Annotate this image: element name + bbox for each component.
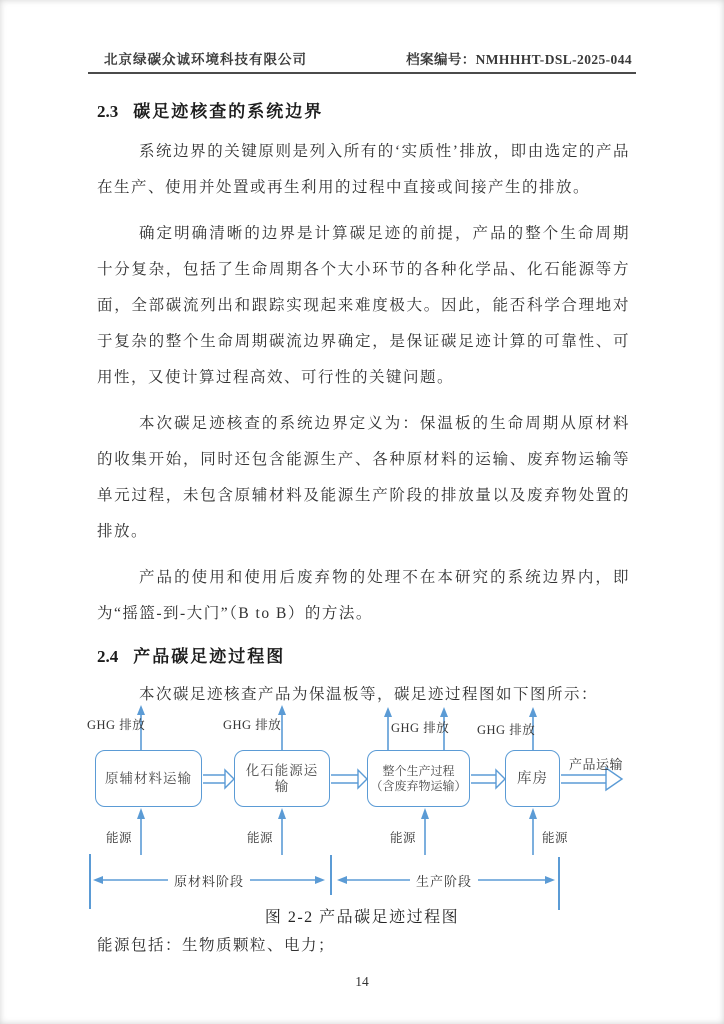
energy-label-3: 能源 [390,831,417,845]
paragraph-boundary-complexity: 确定明确清晰的边界是计算碳足迹的前提，产品的整个生命周期十分复杂，包括了生命周期各个大小环节的各种化学品、化石能源等方面，全部碳流列出和跟踪实现起来难度极大。因此，能否科学合理地对于复杂的整个生命周期碳流边界确定，是保证碳足迹计算的可靠性、可用性，又使计算过程高效、可行性的关键问题。 [97,225,630,386]
energy-note: 能源包括：生物质颗粒、电力； [97,937,336,954]
ghg-emission-label-3: GHG 排放 [391,721,450,735]
carbon-footprint-process-diagram [0,702,724,932]
document-body [97,100,630,710]
diagram-arrows-graphic [0,702,724,932]
ghg-emission-label-4: GHG 排放 [477,723,536,737]
process-box-warehouse: 库房 [505,750,560,807]
ghg-emission-label-1: GHG 排放 [87,718,146,732]
figure-caption: 图 2-2 产品碳足迹过程图 [264,909,460,926]
paragraph-boundary-definition: 本次碳足迹核查的系统边界定义为：保温板的生命周期从原材料的收集开始，同时还包含能源生产、各种原材料的运输、废弃物运输等单元过程，未包含原辅材料及能源生产阶段的排放量以及废弃物处置的排放。 [97,415,630,540]
energy-label-4: 能源 [542,831,569,845]
header-company-name: 北京绿碳众诚环境科技有限公司 [104,52,307,67]
product-transport-label: 产品运输 [569,757,624,772]
process-box-fossil-energy-transport: 化石能源运 输 [234,750,330,807]
energy-label-2: 能源 [247,831,274,845]
header-archive-number: 档案编号：NMHHHT-DSL-2025-044 [406,52,632,67]
stage-label-production: 生产阶段 [410,871,478,890]
page-header [88,0,636,74]
section-heading-2-3: 2.3 碳足迹核查的系统边界 [97,102,324,121]
section-heading-2-4: 2.4 产品碳足迹过程图 [97,647,286,666]
energy-label-1: 能源 [106,831,133,845]
process-box-production-process: 整个生产过程 （含废弃物运输） [367,750,470,807]
paragraph-system-boundary-principle: 系统边界的关键原则是列入所有的‘实质性’排放，即由选定的产品在生产、使用并处置或再生利用的过程中直接或间接产生的排放。 [97,143,630,196]
paragraph-diagram-intro: 本次碳足迹核查产品为保温板等，碳足迹过程图如下图所示： [139,686,599,703]
stage-label-raw-material: 原材料阶段 [168,871,250,890]
process-box-raw-material-transport: 原辅材料运输 [95,750,202,807]
ghg-emission-label-2: GHG 排放 [223,718,282,732]
paragraph-b-to-b-method: 产品的使用和使用后废弃物的处理不在本研究的系统边界内，即为“摇篮-到-大门”（B to B）的方法。 [97,569,630,622]
page-number: 14 [355,974,369,989]
